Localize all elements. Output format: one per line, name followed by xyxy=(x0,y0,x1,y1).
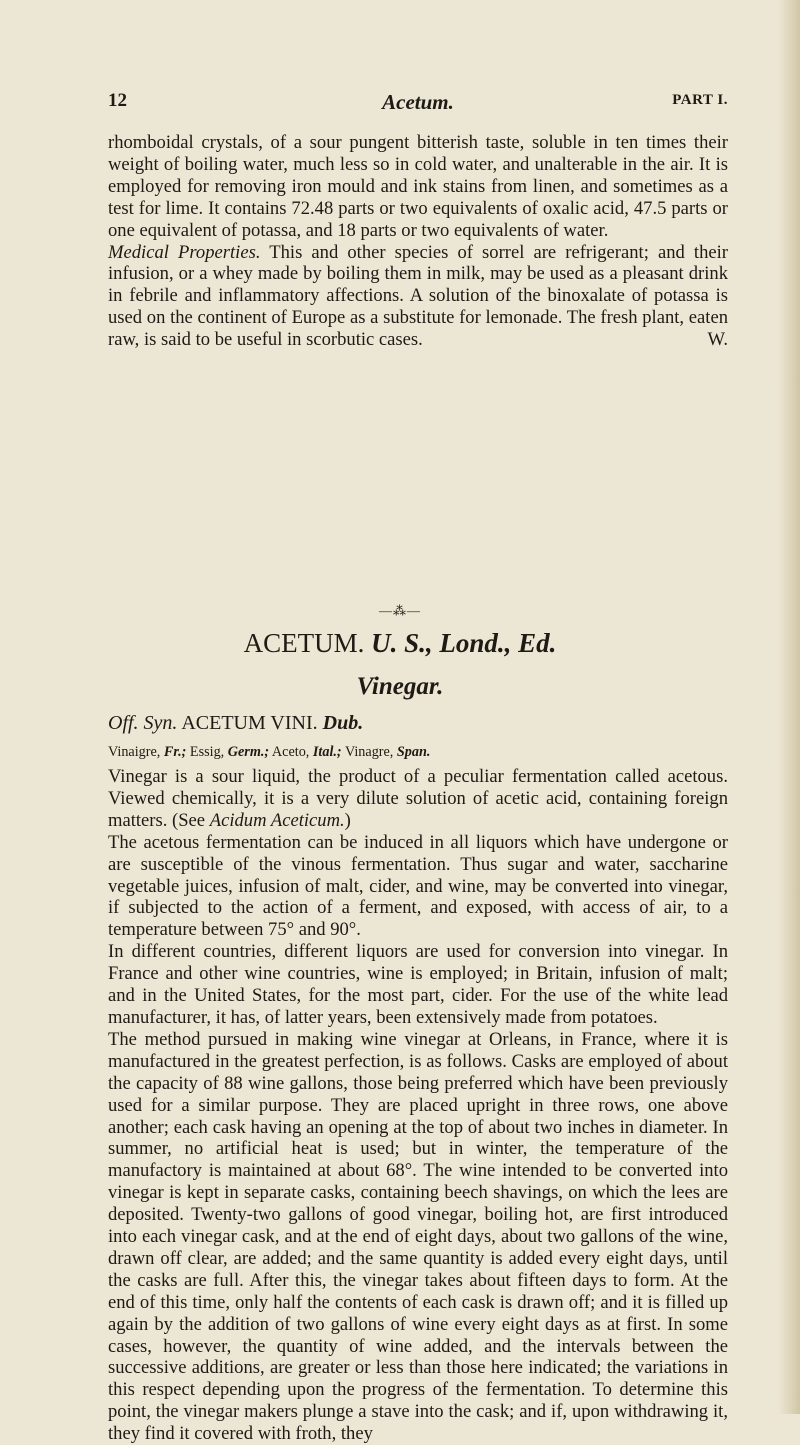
sorrel-section-continuation xyxy=(108,132,728,351)
language-abbrev: Fr.; xyxy=(163,744,187,760)
foreign-names-line xyxy=(108,744,728,761)
page-gutter-shadow xyxy=(778,0,800,1414)
official-synonym-text: ACETUM VINI. xyxy=(181,712,318,734)
section-divider-ornament: —⁂— xyxy=(379,603,421,618)
foreign-name: Vinagre, xyxy=(344,744,394,760)
foreign-name: Essig, xyxy=(189,744,225,760)
foreign-name: Aceto, xyxy=(271,744,310,760)
fermentation-paragraph: The acetous fermentation can be induced in all liquors which have undergone or are susceptible of the vinous fermentation. Thus sugar and water, saccharine vegetable juices, infusion of malt, cider, and wine, may be converted into vinegar, if subjected to the action of a ferment, and exposed, with access of air, to a temperature between 75° and 90°. xyxy=(108,831,728,941)
medical-properties-heading: Medical Properties. xyxy=(108,241,261,263)
section-title-text: ACETUM. xyxy=(243,628,365,658)
orleans-method-paragraph: The method pursued in making wine vinegar at Orleans, in France, where it is manufactured in the greatest perfection, is as follows. Casks are employed of about the capacity of 88 wine gallons, those being preferred which have been previously used for a similar purpose. They are placed upright in three rows, one above another; each cask having an opening at the top of about two inches in diameter. In summer, no artificial heat is used; but in winter, the temperature of the manufactory is maintained at about 68°. The wine intended to be converted into vinegar is kept in separate casks, containing beech shavings, on which the lees are deposited. Twenty-two gallons of good vinegar, boiling hot, are first introduced into each vinegar cask, and at the end of eight days, about two gallons of the wine, drawn off clear, are added; and the same quantity is added every eight days, until the casks are full. After this, the vinegar takes about fifteen days to form. At the end of this time, only half the contents of each cask is drawn off; and it is filled up again by the addition of two gallons of wine every eight days as at first. In some cases, however, the quantity of wine added, and the intervals between the successive additions, are greater or less than those here indicated; the variations in this respect depending upon the progress of the fermentation. To determine this point, the vinegar makers plunge a stave into the cask; and if, upon withdrawing it, they find it covered with froth, they xyxy=(108,1028,728,1445)
author-signoff: W. xyxy=(707,329,728,351)
official-synonym-label: Off. Syn. xyxy=(108,712,178,734)
definition-paragraph xyxy=(108,766,728,832)
language-abbrev: Ital.; xyxy=(312,744,342,760)
running-title: Acetum. xyxy=(382,90,454,114)
pharmacopoeia-sources: U. S., Lond., Ed. xyxy=(371,628,557,658)
section-subtitle: Vinegar. xyxy=(356,673,444,700)
cross-reference: Acidum Aceticum. xyxy=(209,809,345,831)
running-header xyxy=(108,90,728,116)
part-label: PART I. xyxy=(672,92,728,108)
liquors-paragraph: In different countries, different liquors are used for conversion into vinegar. In France and other wine countries, wine is employed; in Britain, infusion of malt; and in the United States, for the most part, cider. For the use of the white lead manufacturer, it has, of latter years, been extensively made from potatoes. xyxy=(108,941,728,1028)
page-number: 12 xyxy=(108,90,127,111)
language-abbrev: Germ.; xyxy=(227,744,270,760)
medical-properties-text: This and other species of sorrel are refrigerant; and their infusion, or a whey made by boiling them in milk, may be used as a pleasant drink in febrile and inflammatory affections. A solution of the binoxalate of potassa is used on the continent of Europe as a substitute for lemonade. The fresh plant, eaten raw, is said to be useful in scorbutic cases. xyxy=(108,241,728,351)
crystals-paragraph: rhomboidal crystals, of a sour pungent bitterish taste, soluble in ten times their weight of boiling water, much less so in cold water, and unalterable in the air. It is employed for removing iron mould and ink stains from linen, and sometimes as a test for lime. It contains 72.48 parts or two equivalents of oxalic acid, 47.5 parts or one equivalent of potassa, and 18 parts or two equivalents of water. xyxy=(108,132,728,241)
foreign-name: Vinaigre, xyxy=(108,744,161,760)
official-synonym-source: Dub. xyxy=(322,712,364,734)
section-title xyxy=(0,628,800,659)
definition-close: ) xyxy=(344,809,351,831)
definition-text: Vinegar is a sour liquid, the product of a peculiar fermentation called acetous. Viewed chemically, it is a very dilute solution of acetic acid, containing foreign matters. (See xyxy=(108,766,728,831)
vinegar-section-body xyxy=(108,766,728,1445)
language-abbrev: Span. xyxy=(396,744,431,760)
official-synonym-line xyxy=(108,712,728,735)
